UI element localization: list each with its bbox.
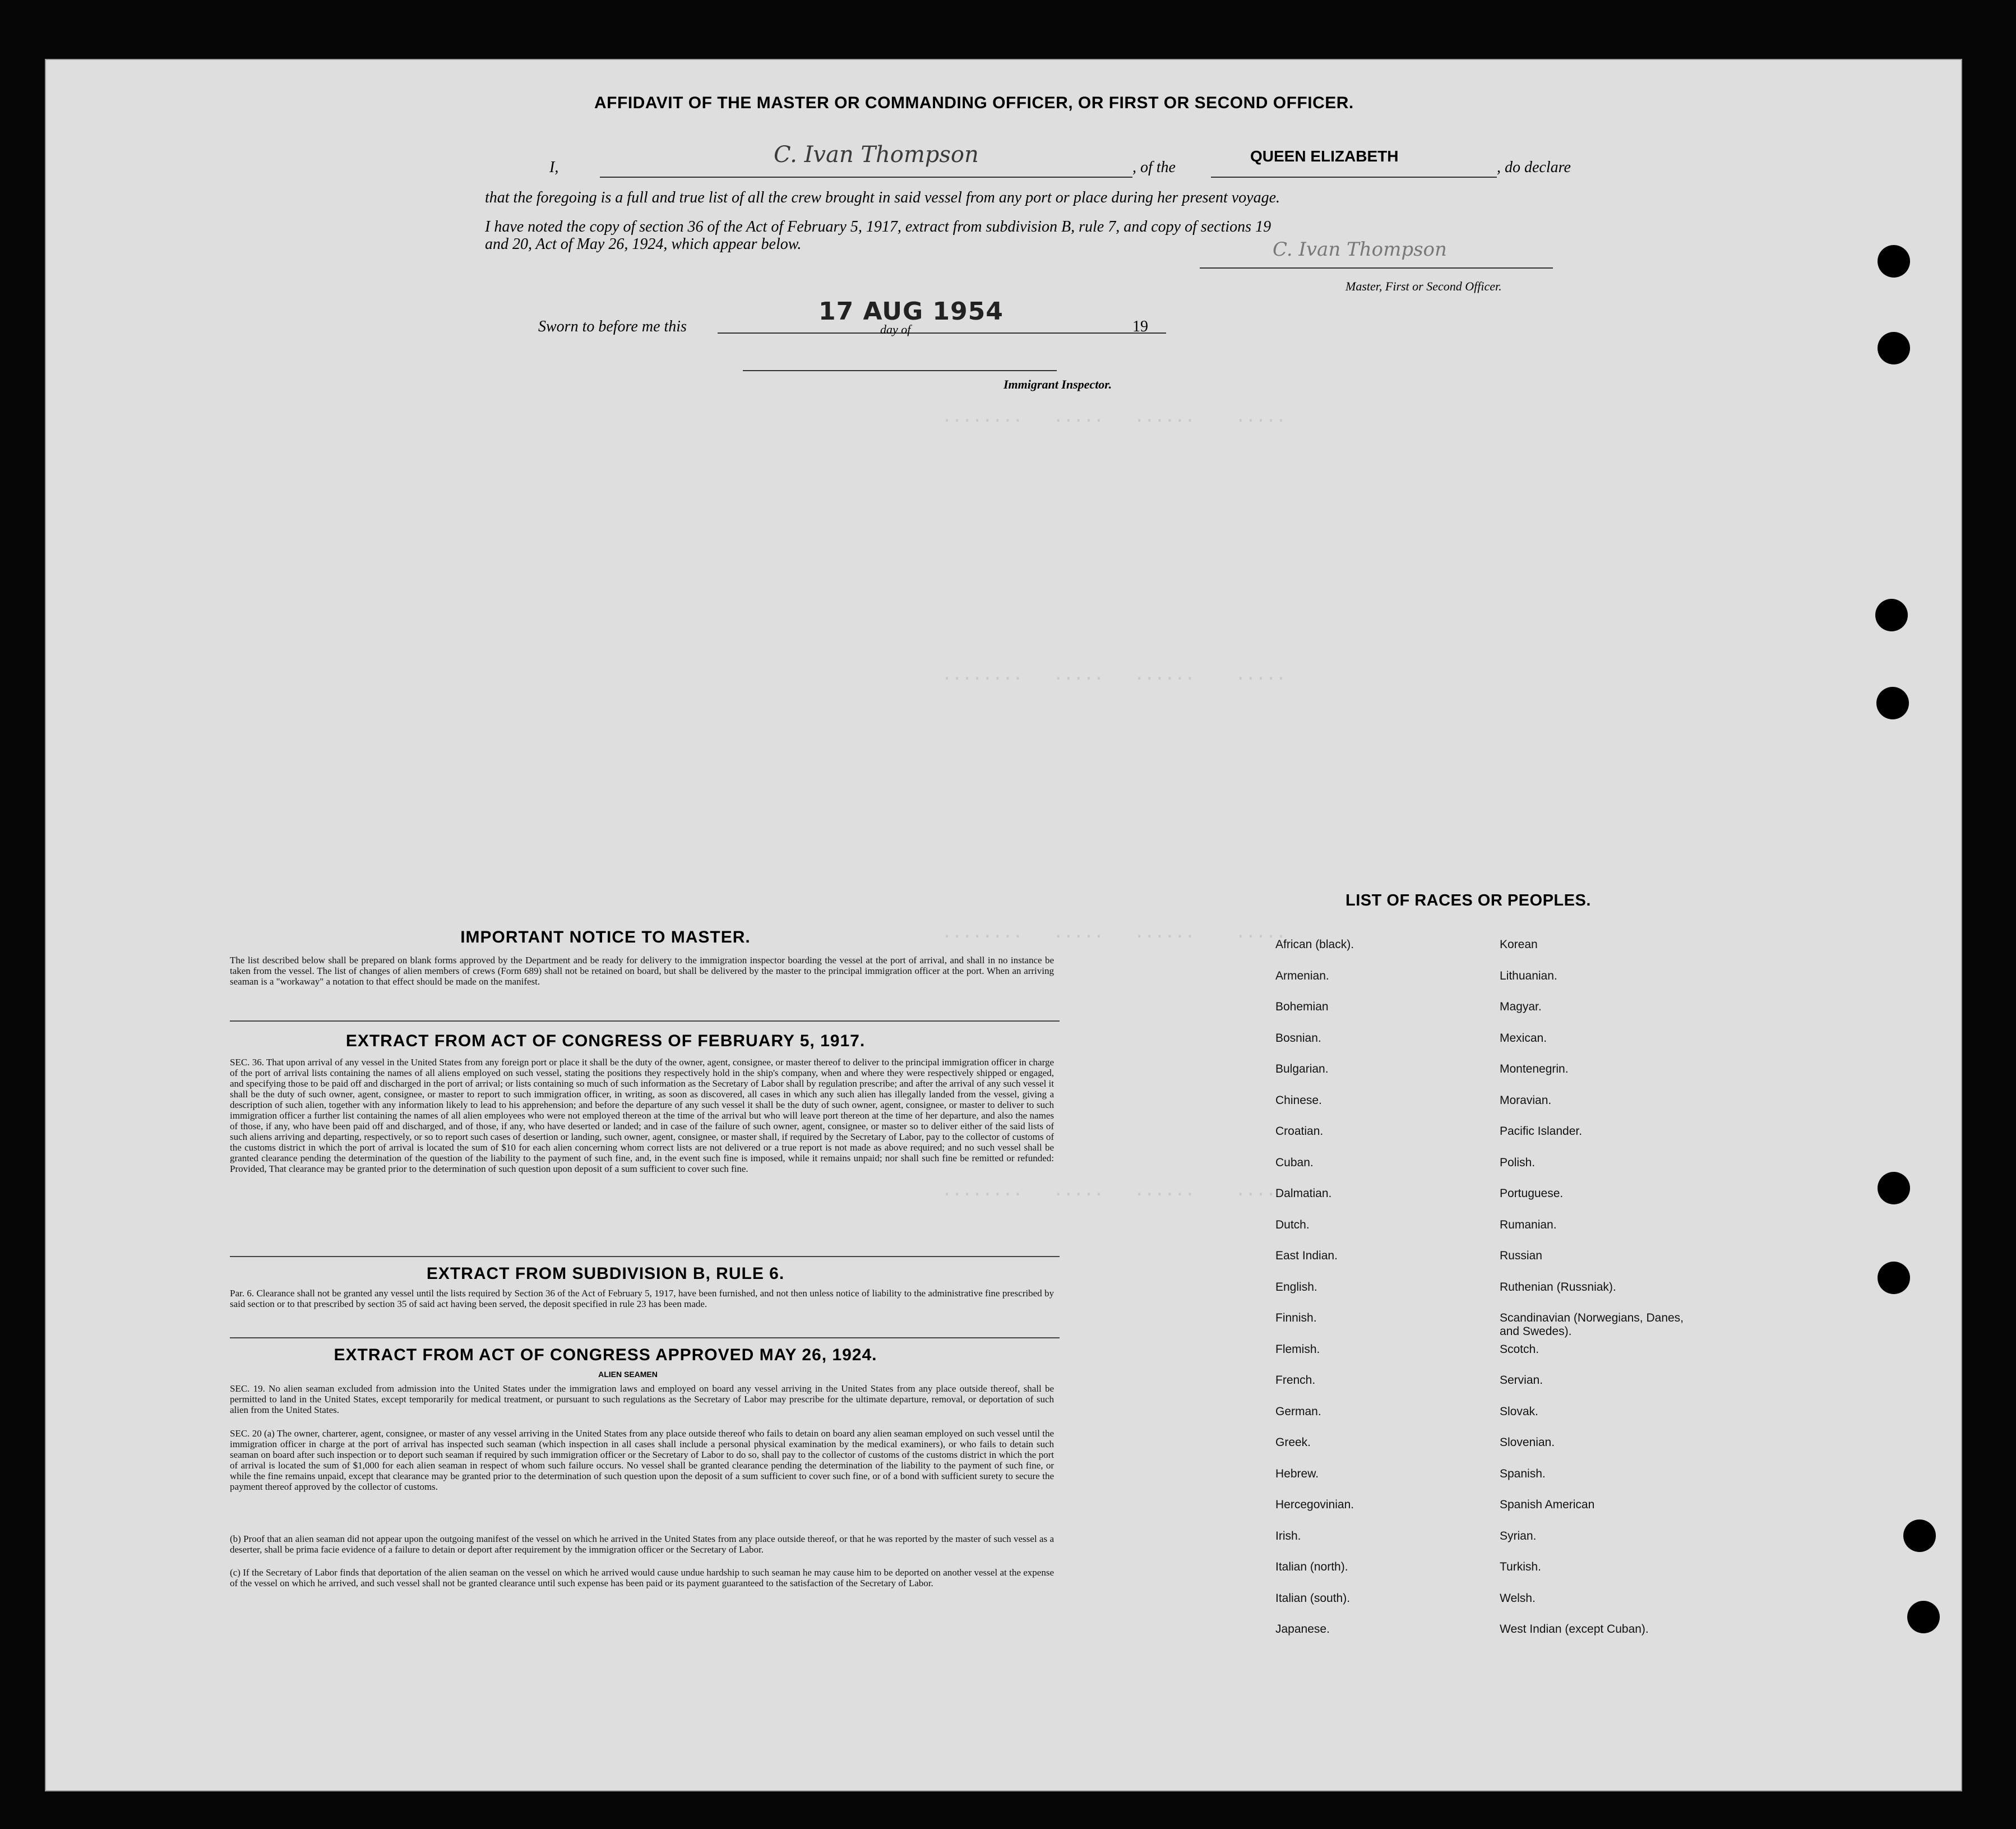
- extract-1924-sec20b: (b) Proof that an alien seaman did not appear upon the outgoing manifest of the vessel on which he arrived in the United States from any place outside thereof, or that he was reported by the master of such vessel as a deserter, shall be prima facie evidence of a failure to detain or deport after requirement by the immigration officer or the Secretary of Labor.: [230, 1534, 1054, 1555]
- race-item: Irish.: [1275, 1529, 1301, 1542]
- race-item: Armenian.: [1275, 969, 1329, 982]
- race-item: Spanish.: [1500, 1467, 1546, 1480]
- officer-signature: C. Ivan Thompson: [774, 142, 979, 168]
- extract-1924-sec20a: SEC. 20 (a) The owner, charterer, agent, consignee, or master of any vessel arriving in the United States from any place outside thereof who fails to detain on board any alien seaman employed on such vessel until the immigration officer in charge at the port of arrival has inspected such seaman (which inspection in all cases shall include a personal physical examination by the medical examiners), or who fails to detain such seaman on board after such inspection or to deport such seaman if required by such immigration officer or the Secretary of Labor to do so, shall pay to the collector of customs of the customs district in which the port of arrival is located the sum of $1,000 for each alien seaman in respect of whom such failure occurs. No vessel shall be granted clearance pending the determination of the liability to the payment of such fine, or while the fine remains unpaid, except that clearance may be granted prior to the determination of such question upon the deposit of a sum sufficient to cover such fine, or of a bond with sufficient surety to secure the payment thereof approved by the collector of customs.: [230, 1428, 1054, 1492]
- race-item: Bosnian.: [1275, 1031, 1321, 1045]
- alien-seamen-subtitle: ALIEN SEAMEN: [598, 1370, 658, 1379]
- race-item: French.: [1275, 1374, 1316, 1387]
- punch-hole: [1903, 1519, 1936, 1552]
- bleed-through-text: ........ ..... ...... .....: [942, 1180, 1287, 1200]
- extract-1917-title: EXTRACT FROM ACT OF CONGRESS OF FEBRUARY 5, 1917.: [345, 1032, 866, 1050]
- race-item: German.: [1275, 1405, 1321, 1418]
- race-item: Bohemian: [1275, 1000, 1329, 1013]
- race-item: Croatian.: [1275, 1125, 1324, 1138]
- race-item: English.: [1275, 1280, 1317, 1294]
- punch-hole: [1907, 1601, 1940, 1633]
- races-title: LIST OF RACES OR PEOPLES.: [1345, 892, 1591, 909]
- master-signature: C. Ivan Thompson: [1273, 238, 1447, 261]
- divider: [230, 1020, 1060, 1022]
- race-item: East Indian.: [1275, 1249, 1338, 1262]
- bleed-through-text: ........ ..... ...... .....: [942, 407, 1287, 426]
- subdivision-b-text: Par. 6. Clearance shall not be granted any vessel until the lists required by Section 36 of the Act of February 5, 1917, have been furnished, and not then unless notice of liability to the administrative fine prescribed by said section or to that prescribed by section 35 of said act having been served, the deposit specified in rule 23 has been made.: [230, 1288, 1054, 1309]
- inspector-signature-line: [743, 370, 1057, 371]
- extract-1924-sec19: SEC. 19. No alien seaman excluded from admission into the United States under the immigration laws and employed on board any vessel arriving in the United States from any place outside thereof, shall be permitted to land in the United States, except temporarily for medical treatment, or pursuant to such regulations as the Secretary of Labor may prescribe for the ultimate departure, removal, or deportation of such alien from the United States.: [230, 1383, 1054, 1415]
- divider: [230, 1337, 1060, 1338]
- punch-hole: [1878, 1172, 1910, 1204]
- race-item: Scotch.: [1500, 1342, 1539, 1356]
- race-item: Lithuanian.: [1500, 969, 1557, 982]
- race-item: Hercegovinian.: [1275, 1498, 1354, 1511]
- race-item: Italian (south).: [1275, 1591, 1351, 1605]
- race-item: Chinese.: [1275, 1093, 1322, 1107]
- race-item: Slovenian.: [1500, 1436, 1555, 1449]
- race-item: Magyar.: [1500, 1000, 1542, 1013]
- affidavit-title: AFFIDAVIT OF THE MASTER OR COMMANDING OFFICER, OR FIRST OR SECOND OFFICER.: [594, 94, 1354, 112]
- race-item: Portuguese.: [1500, 1187, 1564, 1200]
- punch-hole: [1875, 599, 1908, 631]
- sworn-label: Sworn to before me this: [538, 318, 687, 335]
- affidavit-body-line3: and 20, Act of May 26, 1924, which appear below.: [485, 235, 802, 253]
- race-item: Ruthenian (Russniak).: [1500, 1280, 1616, 1294]
- affidavit-body-line1: that the foregoing is a full and true list of all the crew brought in said vessel from any port or place during her present voyage.: [485, 189, 1280, 206]
- date-stamp: 17 AUG 1954: [819, 297, 1004, 326]
- vessel-name: QUEEN ELIZABETH: [1250, 147, 1399, 165]
- race-item: Japanese.: [1275, 1623, 1330, 1636]
- race-item: West Indian (except Cuban).: [1500, 1623, 1649, 1636]
- subdivision-b-title: EXTRACT FROM SUBDIVISION B, RULE 6.: [426, 1264, 785, 1283]
- race-item: Russian: [1500, 1249, 1542, 1262]
- master-label: Master, First or Second Officer.: [1345, 279, 1502, 293]
- race-item: Cuban.: [1275, 1156, 1314, 1169]
- race-item: Korean: [1500, 938, 1538, 951]
- signature-line: [600, 177, 1132, 178]
- bleed-through-text: ........ ..... ...... .....: [942, 922, 1287, 942]
- race-item: Spanish American: [1500, 1498, 1595, 1511]
- punch-hole: [1878, 245, 1910, 278]
- race-item: Pacific Islander.: [1500, 1125, 1583, 1138]
- race-item: Turkish.: [1500, 1560, 1541, 1573]
- race-item: Flemish.: [1275, 1342, 1320, 1356]
- race-item: Servian.: [1500, 1374, 1543, 1387]
- extract-1924-sec20c: (c) If the Secretary of Labor finds that deportation of the alien seaman on the vessel on which he arrived would cause undue hardship to such seaman he may cause him to be deported on another vessel at the expense of the vessel on which he arrived, and such vessel shall not be granted clearance until such expense has been paid or its payment guaranteed to the satisfaction of the Secretary of Labor.: [230, 1567, 1054, 1588]
- inspector-label: Immigrant Inspector.: [1004, 377, 1112, 391]
- race-item: Mexican.: [1500, 1031, 1547, 1045]
- affidavit-i-label: I,: [549, 159, 559, 176]
- race-item: Montenegrin.: [1500, 1063, 1569, 1075]
- sworn-date-line: [718, 332, 1166, 334]
- race-item: Finnish.: [1275, 1311, 1317, 1324]
- punch-hole: [1878, 332, 1910, 364]
- notice-title: IMPORTANT NOTICE TO MASTER.: [460, 928, 751, 946]
- race-item: African (black).: [1275, 938, 1354, 951]
- divider: [230, 1256, 1060, 1257]
- vessel-line: [1211, 177, 1497, 178]
- race-item: Italian (north).: [1275, 1560, 1348, 1573]
- race-item: Scandinavian (Norwegians, Danes, and Swedes).: [1500, 1311, 1684, 1338]
- year-prefix: 19: [1132, 318, 1148, 335]
- race-item: Syrian.: [1500, 1529, 1537, 1542]
- extract-1917-text: SEC. 36. That upon arrival of any vessel in the United States from any foreign port or place it shall be the duty of the owner, agent, consignee, or master thereof to deliver to the principal immigration officer in charge of the port of arrival lists containing the names of all aliens employed on such vessel, stating the positions they respectively hold in the ship's company, when and where they were respectively shipped or engaged, and specifying those to be paid off and discharged in the port of arrival; or lists containing so much of such information as the Secretary of Labor shall by regulation prescribe; and after the arrival of any such vessel it shall be the duty of such owner, agent, consignee, or master to report to such immigration officer, in writing, as soon as discovered, all cases in which any such alien has illegally landed from the vessel, giving a description of such alien, together with any information likely to lead to his apprehension; and before the departure of any such vessel it shall be the duty of such owner, agent, consignee, or master to deliver to such immigration officer a further list containing the names of all alien employees who were not employed thereon at the time of the arrival but who will leave port thereon at the time of her departure, and also the names of those, if any, who have been paid off and discharged, and of those, if any, who have deserted or landed; and in case of the failure of such owner, agent, consignee, or master so to deliver either of the said lists of such aliens arriving and departing, respectively, or so to report such cases of desertion or landing, such owner, agent, consignee, or master shall, if required by the Secretary of Labor, pay to the collector of customs of the customs district in which the port of arrival is located the sum of $10 for each alien concerning whom correct lists are not delivered or a true report is not made as above required; and no such vessel shall be granted clearance pending the determination of the question of the liability to the payment of such fine, and, in the event such fine is imposed, while it remains unpaid; nor shall such fine be remitted or refunded: Provided, That clearance may be granted prior to the determination of such question upon deposit of a sum sufficient to cover such fine.: [230, 1057, 1054, 1174]
- notice-text: The list described below shall be prepared on blank forms approved by the Department and be ready for delivery to the immigration inspector boarding the vessel at the port of arrival, and shall in no instance be taken from the vessel. The list of changes of alien members of crews (Form 689) shall not be retained on board, but shall be delivered by the master to the principal immigration officer at the port. When an arriving seaman is a "workaway" a notation to that effect should be made on the manifest.: [230, 955, 1054, 987]
- race-item: Moravian.: [1500, 1093, 1552, 1107]
- extract-1924-title: EXTRACT FROM ACT OF CONGRESS APPROVED MAY 26, 1924.: [334, 1346, 877, 1364]
- punch-hole: [1876, 687, 1909, 719]
- race-item: Greek.: [1275, 1436, 1311, 1449]
- bleed-through-text: ........ ..... ...... .....: [942, 664, 1287, 684]
- race-item: Welsh.: [1500, 1591, 1536, 1605]
- affidavit-do-declare: , do declare: [1497, 159, 1571, 176]
- race-item: Dalmatian.: [1275, 1187, 1332, 1200]
- master-signature-line: [1200, 267, 1553, 269]
- race-item: Rumanian.: [1500, 1218, 1557, 1231]
- document-page: [45, 59, 1962, 1791]
- race-item: Bulgarian.: [1275, 1063, 1329, 1075]
- day-of-label: day of: [880, 322, 911, 336]
- affidavit-body-line2: I have noted the copy of section 36 of the Act of February 5, 1917, extract from subdivision B, rule 7, and copy of sections 19: [485, 218, 1271, 235]
- race-item: Hebrew.: [1275, 1467, 1319, 1480]
- race-item: Polish.: [1500, 1156, 1536, 1169]
- race-item: Dutch.: [1275, 1218, 1310, 1231]
- punch-hole: [1878, 1262, 1910, 1294]
- race-item: Slovak.: [1500, 1405, 1538, 1418]
- affidavit-of-the: , of the: [1132, 159, 1176, 176]
